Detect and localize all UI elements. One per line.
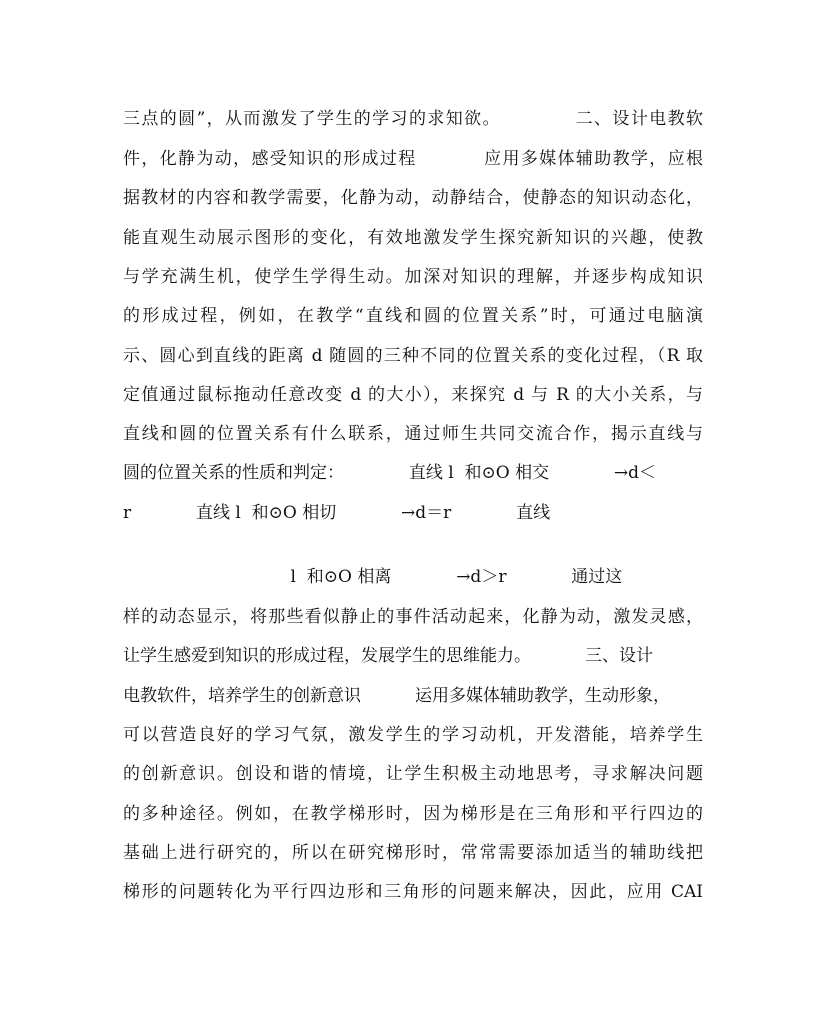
text-line: 能直观生动展示图形的变化，有效地激发学生探究新知识的兴趣，使教	[123, 228, 703, 248]
text-line: 三点的圆”，从而激发了学生的学习的求知欲。 二、设计电教软	[123, 109, 703, 129]
text-line: 据教材的内容和教学需要，化静为动，动静结合，使静态的知识动态化，	[123, 188, 703, 208]
text-line: 基础上进行研究的，所以在研究梯形时，常常需要添加适当的辅助线把	[123, 843, 703, 863]
text-line: 的多种途径。例如，在教学梯形时，因为梯形是在三角形和平行四边的	[123, 804, 703, 824]
text-line: 直线和圆的位置关系有什么联系，通过师生共同交流合作，揭示直线与	[123, 424, 703, 444]
text-line: 圆的位置关系的性质和判定： 直线 l 和⊙O 相交 →d＜	[123, 463, 657, 483]
text-line: 样的动态显示，将那些看似静止的事件活动起来，化静为动，激发灵感，	[123, 607, 703, 627]
text-line: 梯形的问题转化为平行四边形和三角形的问题来解决，因此，应用 CAI	[123, 882, 703, 902]
text-line: 电教软件，培养学生的创新意识 运用多媒体辅助教学，生动形象，	[123, 686, 671, 706]
text-line: 与学充满生机，使学生学得生动。加深对知识的理解，并逐步构成知识	[123, 267, 703, 287]
text-line: l 和⊙O 相离 →d＞r 通过这	[123, 567, 623, 587]
text-line: 让学生感爱到知识的形成过程，发展学生的思维能力。 三、设计	[123, 646, 654, 666]
text-line: 件，化静为动，感受知识的形成过程 应用多媒体辅助教学，应根	[123, 149, 703, 169]
text-line: 的形成过程，例如，在教学“直线和圆的位置关系”时，可通过电脑演	[123, 306, 703, 326]
text-line: 可以营造良好的学习气氛，激发学生的学习动机，开发潜能，培养学生	[123, 725, 703, 745]
text-line: 定值通过鼠标拖动任意改变 d 的大小），来探究 d 与 R 的大小关系，与	[123, 385, 703, 405]
text-line: 的创新意识。创设和谐的情境，让学生积极主动地思考，寻求解决问题	[123, 764, 703, 784]
text-line: r 直线 l 和⊙O 相切 →d＝r 直线	[123, 503, 551, 523]
text-line: 示、圆心到直线的距离 d 随圆的三种不同的位置关系的变化过程，（R 取	[123, 346, 703, 366]
